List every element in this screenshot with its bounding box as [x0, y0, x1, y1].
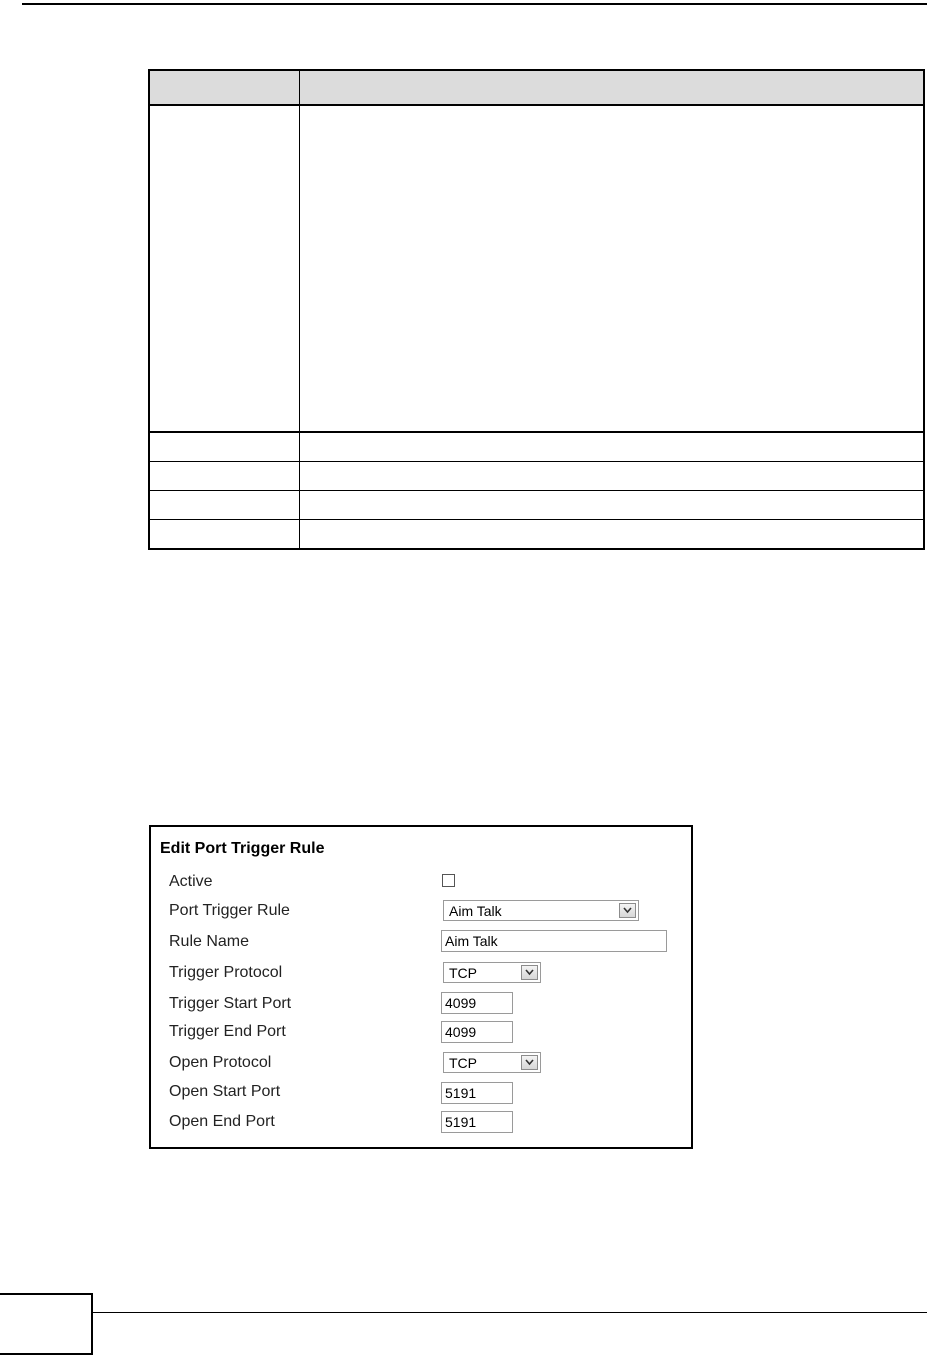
open-start-port-input[interactable]: 5191	[441, 1082, 513, 1104]
page-number-box	[0, 1293, 93, 1355]
port-trigger-rule-value: Aim Talk	[449, 903, 502, 919]
trigger-start-port-input[interactable]: 4099	[441, 992, 513, 1014]
port-trigger-rule-label: Port Trigger Rule	[169, 902, 290, 919]
open-protocol-label: Open Protocol	[169, 1054, 272, 1071]
table-cell	[149, 520, 300, 550]
table-row	[149, 520, 924, 550]
rule-name-label: Rule Name	[169, 933, 250, 950]
table-cell	[149, 491, 300, 520]
table-row	[149, 105, 924, 432]
active-checkbox[interactable]	[442, 874, 455, 887]
table-cell	[149, 432, 300, 462]
trigger-protocol-label: Trigger Protocol	[169, 964, 283, 981]
open-end-port-input[interactable]: 5191	[441, 1111, 513, 1133]
open-end-port-label: Open End Port	[169, 1113, 275, 1130]
description-table	[148, 69, 925, 550]
table-cell	[300, 432, 925, 462]
header-rule	[22, 3, 927, 5]
table-cell	[149, 105, 300, 432]
trigger-start-port-label: Trigger Start Port	[169, 995, 292, 1012]
open-start-port-label: Open Start Port	[169, 1083, 281, 1100]
footer-rule	[93, 1312, 927, 1313]
open-protocol-value: TCP	[449, 1055, 477, 1071]
table-cell	[300, 462, 925, 491]
open-protocol-select[interactable]	[443, 1052, 541, 1073]
table-header-cell	[149, 70, 300, 105]
chevron-down-icon	[619, 903, 636, 918]
trigger-end-port-label: Trigger End Port	[169, 1023, 286, 1040]
table-header-row	[149, 70, 924, 105]
trigger-end-port-input[interactable]: 4099	[441, 1021, 513, 1043]
table-row	[149, 432, 924, 462]
trigger-protocol-value: TCP	[449, 965, 477, 981]
table-cell	[300, 105, 925, 432]
table-cell	[300, 491, 925, 520]
table-cell	[149, 462, 300, 491]
table-row	[149, 462, 924, 491]
table-row	[149, 491, 924, 520]
panel-title: Edit Port Trigger Rule	[160, 840, 325, 857]
trigger-protocol-select[interactable]	[443, 962, 541, 983]
table-cell	[300, 520, 925, 550]
table-header-cell	[300, 70, 925, 105]
chevron-down-icon	[521, 1055, 538, 1070]
edit-port-trigger-rule-panel	[149, 825, 693, 1149]
port-trigger-rule-select[interactable]	[443, 900, 639, 921]
rule-name-input[interactable]: Aim Talk	[441, 930, 667, 952]
active-label: Active	[169, 873, 213, 890]
chevron-down-icon	[521, 965, 538, 980]
